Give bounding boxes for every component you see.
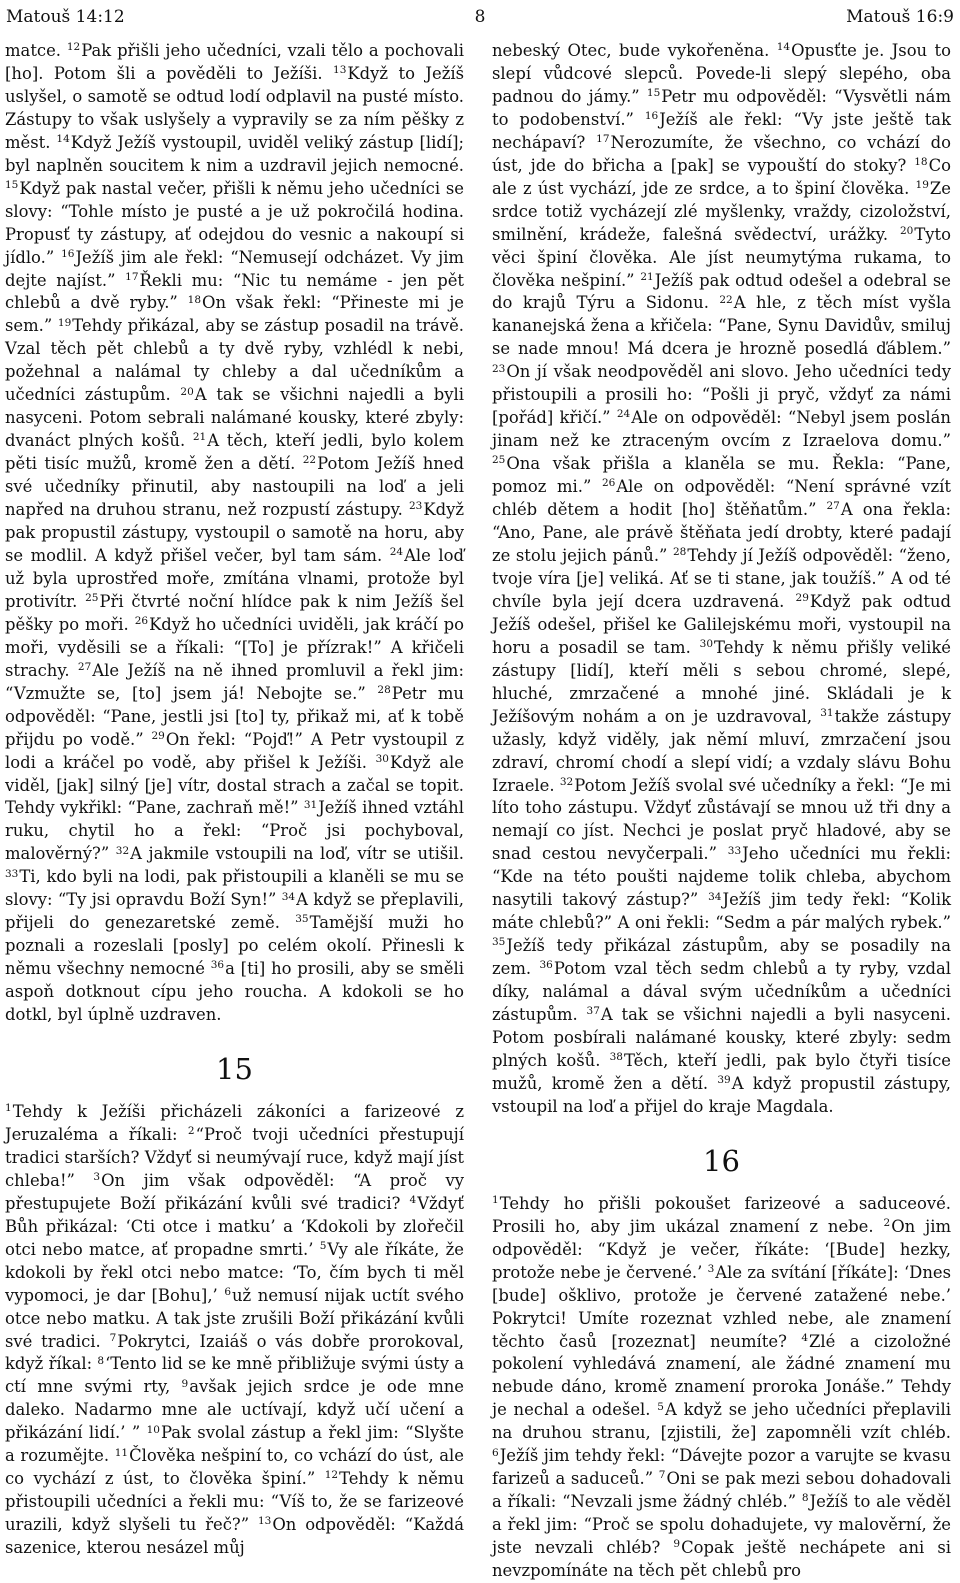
verse-number: 2 <box>883 1216 891 1229</box>
verse-text: Potom Ježíš hned své učedníky přinutil, aby nastoupili na loď a jeli napřed na druhou stranu, než rozpustí zástupy. <box>5 454 464 520</box>
verse-text: Tehdy ho přišli pokoušet farizeové a saduceové. Prosili ho, aby jim ukázal znamení z nebe. <box>492 1193 951 1236</box>
verse-text: Pak svolal zástup a řekl jim: “Slyšte a rozumějte. <box>5 1423 464 1466</box>
verse-text: Ale on odpověděl: “Není správné vzít chléb dětem a hodit [ho] štěňatům.” <box>492 477 951 520</box>
verse-text: Petr mu odpověděl: “Vysvětli nám to podobenství.” <box>492 86 951 129</box>
verse-text: A když propustil zástupy, vstoupil na loď a přijel do kraje Magdala. <box>492 1073 951 1116</box>
verse-text: On však řekl: “Přineste mi je sem.” <box>5 293 464 336</box>
verse-text: Zlé a cizoložné pokolení vyhledává znamení, ale žádné znamení mu nebude dáno, kromě znamení proroka Jonáše.” Tehdy je nechal a odešel. <box>492 1331 951 1420</box>
verse-number: 32 <box>559 775 574 788</box>
verse-number: 19 <box>57 316 72 329</box>
verse-number: 37 <box>586 1005 600 1018</box>
verse-number: 36 <box>210 959 225 972</box>
verse-number: 14 <box>56 133 70 146</box>
verse-number: 1 <box>5 1102 12 1115</box>
verse-text: Tamější muži ho poznali a rozeslali [posly] po celém okolí. Přinesli k němu všechny nemocné <box>5 913 464 979</box>
verse-number: 7 <box>658 1469 666 1482</box>
verse-text: Ježíš jim tehdy řekl: “Dávejte pozor a varujte se kvasu farizeů a saduceů.” <box>492 1446 951 1489</box>
verse-number: 21 <box>640 270 654 283</box>
verse-number: 19 <box>915 178 929 191</box>
verse-number: 3 <box>707 1262 715 1275</box>
verse-number: 4 <box>801 1331 809 1344</box>
verse-number: 28 <box>672 546 687 559</box>
verse-text: Vždyť Bůh přikázal: ‘Cti otce i matku’ a ‘Kdokoli by zlořečil otci nebo matce, ať propadne smrti.’ <box>5 1193 464 1259</box>
running-head-right: Matouš 16:9 <box>846 7 954 27</box>
verse-number: 33 <box>727 844 742 857</box>
verse-number: 5 <box>319 1239 327 1252</box>
verse-text: Ale loď už byla uprostřed moře, zmítána vlnami, protože byl protivítr. <box>5 545 464 611</box>
verse-text: Když pak propustil zástupy, vystoupil o samotě na horu, aby se modlil. A když přišel večer, byl tam sám. <box>5 500 464 565</box>
verse-text: Těch, kteří jedli, pak bylo čtyři tisíce mužů, kromě žen a dětí. <box>492 1050 952 1093</box>
verse-text: Ježíš jim ale řekl: “Nemusejí odcházet. Vy jim dejte najíst.” <box>5 247 464 290</box>
verse-number: 35 <box>492 936 506 949</box>
verse-text: Když ho učedníci uviděli, jak kráčí po moři, vyděsili se a říkali: “[To] je přízrak!” A křičeli strachy. <box>5 614 464 680</box>
verse-text: Ježíš ale řekl: “Vy jste ještě tak nechápaví? <box>492 109 951 152</box>
paragraph <box>492 1193 951 1583</box>
verse-text: Když ale viděl, [jak] silný [je] vítr, dostal strach a začal se topit. Tehdy vykřikl: “Pane, zachraň mě!” <box>5 752 465 818</box>
verse-text: Oni se pak mezi sebou dohadovali a říkali: “Nevzali jsme žádný chléb.” <box>492 1469 951 1512</box>
verse-text: Vy ale říkáte, že kdokoli by řekl otci nebo matce: ‘To, čím bych ti měl vypomoci, je dar [Bohu],’ <box>5 1239 464 1305</box>
verse-text: Tehdy k němu přišly veliké zástupy [lidí], kteří měli s sebou chromé, slepé, hluché, zmrzačené a mnohé jiné. Skládali je k Ježíšovým nohám a on je uzdravoval, <box>492 637 951 726</box>
verse-text: Pak přišli jeho učedníci, vzali tělo a pochovali [ho]. Potom šli a pověděli to Ježíši. <box>5 41 464 83</box>
verse-text: A tak se všichni najedli a byli nasyceni. Potom posbírali nalámané kousky, které zbyly: sedm plných košů. <box>492 1005 951 1070</box>
verse-text: Petr mu odpověděl: “Pane, jestli jsi [to] ty, přikaž mi, ať k tobě přijdu po vodě.” <box>5 683 464 749</box>
verse-number: 30 <box>375 752 389 765</box>
verse-text: Copak ještě nechápete ani si nevzpomínáte na těch pět chlebů pro <box>492 1538 951 1581</box>
verse-text: ‘Tento lid se ke mně přibližuje svými ústy a ctí mne svými rty, <box>5 1354 464 1397</box>
verse-text: Potom vzal těch sedm chlebů a ty ryby, vzdal díky, nalámal a dával svým učedníkům a učedníci zástupům. <box>492 959 951 1025</box>
verse-number: 29 <box>151 729 165 742</box>
chapter-number: 16 <box>703 1143 740 1178</box>
verse-number: 27 <box>77 660 92 673</box>
verse-text: Tehdy jí Ježíš odpověděl: “ženo, tvoje víra [je] veliká. Ať se ti stane, jak toužíš.” A od té chvíle byla její dcera uzdravená. <box>492 545 951 611</box>
right-column <box>492 40 951 1583</box>
verse-number: 35 <box>295 913 309 926</box>
verse-text: už nemusí nijak uctít svého otce nebo matku. A tak jste zrušili Boží přikázání kvůli své tradici. <box>5 1285 464 1351</box>
verse-number: 20 <box>899 224 914 237</box>
verse-number: 39 <box>717 1074 731 1087</box>
verse-number: 6 <box>224 1285 231 1298</box>
verse-number: 26 <box>134 615 149 628</box>
verse-number: 28 <box>377 683 391 696</box>
verse-text: Ježíš pak odtud odešel a odebral se do krajů Týru a Sidonu. <box>492 270 951 313</box>
page-header <box>6 4 954 30</box>
verse-text: A tak se všichni najedli a byli nasyceni. Potom sebrali nalámané kousky, které zbyly: dvanáct plných košů. <box>5 385 464 451</box>
verse-number: 2 <box>187 1125 195 1138</box>
verse-number: 3 <box>93 1171 101 1184</box>
verse-number: 8 <box>97 1354 105 1367</box>
verse-number: 36 <box>539 959 553 972</box>
verse-text: Tehdy k němu přistoupili učedníci a řekli mu: “Víš to, že se farizeové urazili, když slyšeli tu řeč?” <box>5 1469 465 1535</box>
verse-number: 17 <box>125 270 139 283</box>
verse-number: 30 <box>699 638 714 651</box>
verse-text: On odpověděl: “Každá sazenice, kterou nesázel můj <box>5 1515 464 1558</box>
verse-number: 9 <box>673 1538 681 1551</box>
verse-number: 15 <box>5 178 19 191</box>
verse-text: Při čtvrté noční hlídce pak k nim Ježíš šel pěšky po moři. <box>5 591 464 634</box>
paragraph <box>492 40 951 1119</box>
verse-text: Tehdy přikázal, aby se zástup posadil na trávě. Vzal těch pět chlebů a ty dvě ryby, vzhlédl k nebi, požehnal a nalámal ty chleby a dal učedníkům a učedníci zástupům. <box>5 316 464 405</box>
verse-number: 25 <box>492 454 506 467</box>
verse-number: 7 <box>109 1331 117 1344</box>
verse-number: 21 <box>192 431 207 444</box>
verse-text: Ježíš to ale věděl a řekl jim: “Proč se spolu dohadujete, vy malověrní, že jste nevzali chléb? <box>492 1492 951 1558</box>
verse-text: Řekli mu: “Nic tu nemáme - jen pět chlebů a dvě ryby.” <box>5 270 464 313</box>
paragraph <box>5 40 464 1027</box>
verse-text: Ježíš jim tedy řekl: “Kolik máte chlebů?” A oni řekli: “Sedm a pár malých rybek.” <box>492 890 951 933</box>
verse-number: 27 <box>826 500 840 513</box>
verse-number: 24 <box>616 408 631 421</box>
verse-text: Ale on odpověděl: “Nebyl jsem poslán jinam než ke ztraceným ovcím z Izraelova domu.” <box>492 408 951 451</box>
verse-text: Ale Ježíš na ně ihned promluvil a řekl jim: “Vzmužte se, [to] jsem já! Nebojte se.” <box>5 660 464 703</box>
verse-text: Když Ježíš vystoupil, uviděl veliký zástup [lidí]; byl naplněn soucitem k nim a uzdravil jejich nemocné. <box>5 132 464 175</box>
verse-text: A když se přeplavili, přijeli do genezaretské země. <box>5 890 464 933</box>
verse-text: Člověka nešpiní to, co vchází do úst, ale co vychází z úst, to člověka špiní.” <box>5 1446 464 1489</box>
verse-number: 9 <box>181 1377 189 1390</box>
verse-text: matce. <box>5 41 67 60</box>
verse-text: Když pak odtud Ježíš odešel, přišel ke Galilejskému moři, vystoupil na horu a posadil se tam. <box>492 591 951 657</box>
verse-number: 34 <box>281 890 296 903</box>
chapter-number: 15 <box>216 1051 253 1086</box>
verse-text: On jim však odpověděl: “A proč vy přestupujete Boží přikázání kvůli své tradici? <box>5 1170 464 1213</box>
verse-text: Ze srdce totiž vycházejí zlé myšlenky, vraždy, cizoložství, smilnění, krádeže, falešná svědectví, urážky. <box>492 178 951 244</box>
verse-text: Tyto věci špiní člověka. Ale jíst neumytýma rukama, to člověka nešpiní.” <box>492 224 951 290</box>
verse-text: Jeho učedníci mu řekli: “Kde na této poušti najdeme tolik chleba, abychom nasytili takový zástup?” <box>492 844 952 910</box>
verse-text: Tehdy k Ježíši přicházeli zákoníci a farizeové z Jeruzaléma a říkali: <box>5 1101 464 1144</box>
verse-text: Když pak nastal večer, přišli k němu jeho učedníci se slovy: “Tohle místo je pusté a je už pokročilá hodina. Propusť ty zástupy, ať odejdou do vesnic a nakoupí si jídlo.” <box>5 178 464 267</box>
verse-text: Ti, kdo byli na lodi, pak přistoupili a klaněli se mu se slovy: “Ty jsi opravdu Boží Syn!” <box>5 867 464 910</box>
verse-number: 18 <box>187 293 202 306</box>
verse-number: 17 <box>596 133 610 146</box>
verse-text: A hle, z těch míst vyšla kananejská žena a křičela: “Pane, Synu Davidův, smiluj se nade mnou! Má dcera je hrozně posedlá ďáblem.” <box>492 293 951 359</box>
verse-text: Nerozumíte, že všechno, co vchází do úst, jde do břicha a [pak] se vypouští do stoky? <box>492 132 952 175</box>
verse-text: A ona řekla: “Ano, Pane, ale právě štěňata jedí drobty, které padají ze stolu jejich pánů.” <box>492 500 951 565</box>
verse-text: “Proč tvoji učedníci přestupují tradici starších? Vždyť si neumývají ruce, když mají jíst chleba!” <box>5 1124 465 1190</box>
verse-number: 4 <box>409 1194 417 1207</box>
verse-number: 12 <box>324 1469 339 1482</box>
verse-text: A jakmile vstoupili na loď, vítr se utišil. <box>130 844 464 864</box>
verse-number: 12 <box>66 41 81 54</box>
verse-number: 26 <box>601 477 616 490</box>
verse-number: 15 <box>646 87 661 100</box>
verse-number: 31 <box>820 706 834 719</box>
verse-number: 20 <box>180 385 194 398</box>
verse-number: 23 <box>408 500 423 513</box>
verse-text: A když se jeho učedníci přeplavili na druhou stranu, [zjistili, že] zapomněli vzít chléb. <box>492 1400 951 1443</box>
verse-text: Co ale z úst vychází, jde ze srdce, a to špiní člověka. <box>492 155 951 198</box>
verse-number: 33 <box>5 867 19 880</box>
verse-number: 31 <box>303 798 318 811</box>
verse-number: 38 <box>609 1051 623 1064</box>
verse-text: takže zástupy užasly, když viděly, jak němí mluví, zmrzačení jsou zdraví, chromí chodí a slepí vidí; a vzdaly slávu Bohu Izraele. <box>492 706 951 795</box>
verse-number: 16 <box>644 110 659 123</box>
verse-text: On jí však neodpověděl ani slovo. Jeho učedníci tedy přistoupili a prosili ho: “Pošli ji pryč, vždyť za námi [pořád] křičí.” <box>492 362 951 428</box>
verse-text: On jim odpověděl: “Když je večer, říkáte: ‘[Bude] hezky, protože nebe je červené.’ <box>492 1216 951 1282</box>
verse-text: a [ti] ho prosili, aby se směli aspoň dotknout cípu jeho roucha. A kdokoli se ho dotkl, byl úplně uzdraven. <box>5 959 464 1025</box>
verse-text: Potom Ježíš svolal své učedníky a řekl: “Je mi líto toho zástupu. Vždyť zůstávají se mnou už tři dny a nemají co jíst. Nechci je poslat pryč hladové, aby se snad cestou nevyčerpali.” <box>492 775 952 864</box>
verse-text: Když to Ježíš uslyšel, o samotě se odtud lodí odplavil na pusté místo. Zástupy to však uslyšely a vypravily se za ním pěšky z měst. <box>5 63 464 152</box>
verse-text: avšak jejich srdce je ode mne daleko. Nadarmo mne ale uctívají, když učí učení a přikázání lidí.’ ” <box>5 1377 464 1443</box>
paragraph <box>5 1101 464 1560</box>
verse-number: 8 <box>801 1492 809 1505</box>
verse-number: 25 <box>85 592 99 605</box>
verse-number: 24 <box>389 546 404 559</box>
running-head-left: Matouš 14:12 <box>6 7 125 27</box>
verse-number: 5 <box>657 1400 664 1413</box>
verse-text: Opusťte je. Jsou to slepí vůdcové slepců. Povede-li slepý slepého, oba padnou do jámy.” <box>492 41 951 106</box>
verse-text: nebeský Otec, bude vykořeněna. <box>492 41 777 60</box>
verse-number: 13 <box>333 64 347 77</box>
verse-number: 22 <box>719 293 733 306</box>
verse-number: 23 <box>492 362 506 375</box>
page-number: 8 <box>474 7 486 27</box>
verse-number: 14 <box>776 41 791 54</box>
verse-number: 29 <box>795 592 809 605</box>
verse-number: 34 <box>708 890 722 903</box>
verse-text: Ježíš ihned vztáhl ruku, chytil ho a řekl: “Proč jsi pochyboval, malověrný?” <box>5 798 464 864</box>
verse-text: Ale za svítání [říkáte]: ‘Dnes [bude] ošklivo, protože je červené zatažené nebe.’ Pokrytci! Umíte rozeznat vzhled nebe, ale znamení těchto časů [rozeznat] neumíte? <box>492 1262 951 1351</box>
verse-number: 13 <box>257 1515 272 1528</box>
left-column <box>5 40 464 1560</box>
verse-number: 11 <box>114 1446 129 1459</box>
verse-text: On řekl: “Pojď!” A Petr vystoupil z lodi a kráčel po vodě, aby přišel k Ježíši. <box>5 729 464 772</box>
verse-number: 10 <box>146 1423 160 1436</box>
verse-number: 32 <box>115 844 130 857</box>
verse-text: Ona však přišla a klaněla se mu. Řekla: “Pane, pomoz mi.” <box>492 454 951 497</box>
verse-text: Ježíš tedy přikázal zástupům, aby se posadily na zem. <box>492 936 951 979</box>
verse-number: 6 <box>492 1446 499 1459</box>
verse-number: 18 <box>914 156 928 168</box>
verse-number: 1 <box>492 1194 499 1207</box>
verse-text: Pokrytci, Izaiáš o vás dobře prorokoval, když říkal: <box>5 1331 464 1374</box>
verse-number: 22 <box>302 454 317 467</box>
verse-text: A těch, kteří jedli, bylo kolem pěti tisíc mužů, kromě žen a dětí. <box>5 431 465 474</box>
verse-number: 16 <box>61 247 75 260</box>
